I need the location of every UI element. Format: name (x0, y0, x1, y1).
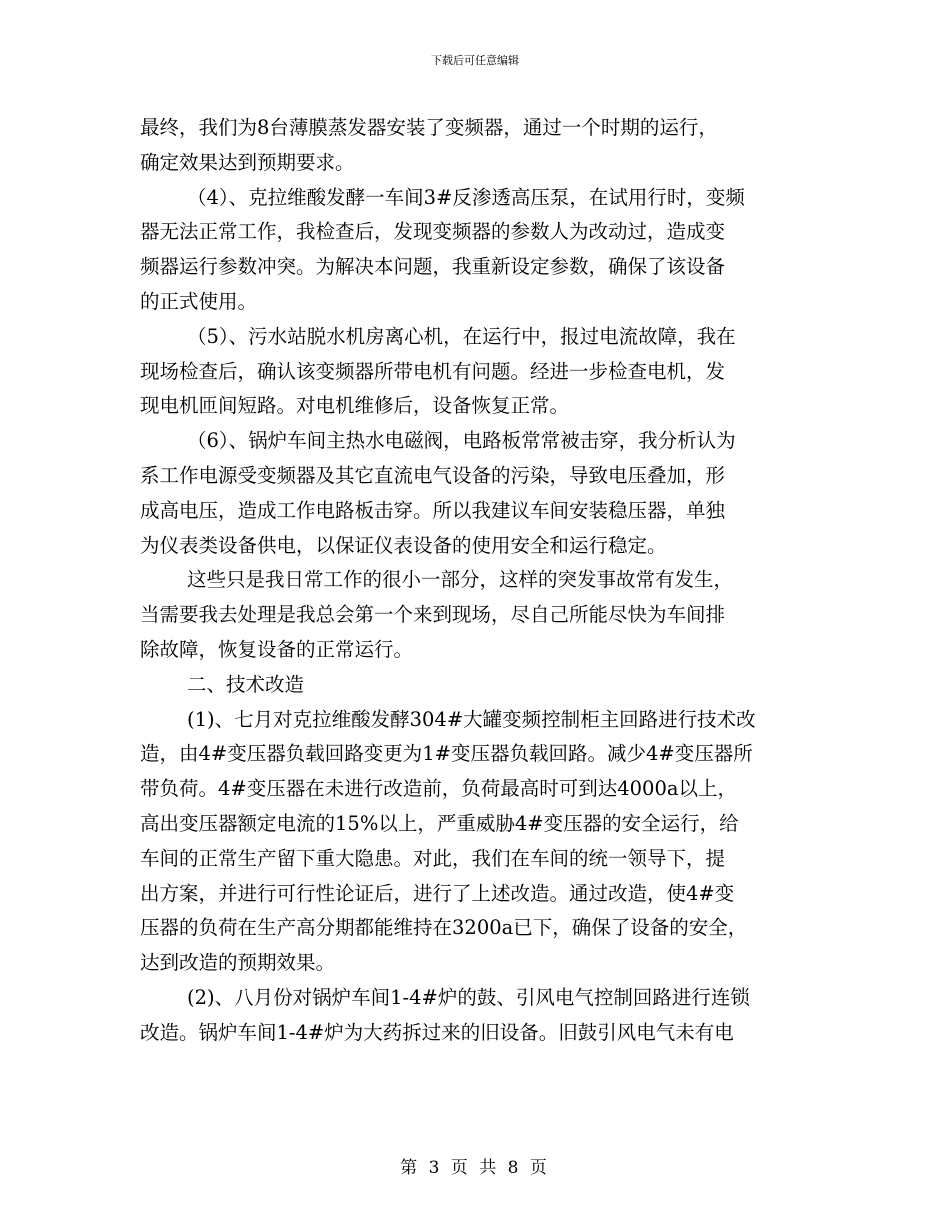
document-body (140, 111, 810, 1051)
text-line: (1)、七月对克拉维酸发酵304#大罐变频控制柜主回路进行技术改 (187, 707, 756, 731)
text-line: 系工作电源受变频器及其它直流电气设备的污染，导致电压叠加，形 (140, 463, 726, 487)
page-footer: 第 3 页 共 8 页 (400, 1158, 550, 1178)
text-line: 达到改造的预期效果。 (140, 951, 336, 975)
text-line: （6）、锅炉车间主热水电磁阀，电路板常常被击穿，我分析认为 (187, 429, 736, 453)
text-line: 改造。锅炉车间1-4#炉为大药拆过来的旧设备。旧鼓引风电气未有电 (140, 1020, 734, 1044)
text-line: 当需要我去处理是我总会第一个来到现场，尽自己所能尽快为车间排 (140, 603, 726, 627)
text-line: 出方案，并进行可行性论证后，进行了上述改造。通过改造，使4#变 (140, 881, 735, 905)
text-line: 成高电压，造成工作电路板击穿。所以我建议车间安装稳压器，单独 (140, 498, 726, 522)
text-line: （4）、克拉维酸发酵一车间3#反渗透高压泵，在试用行时，变频 (187, 185, 745, 209)
text-line: (2)、八月份对锅炉车间1-4#炉的鼓、引风电气控制回路进行连锁 (187, 985, 750, 1009)
text-line: 这些只是我日常工作的很小一部分，这样的突发事故常有发生， (187, 568, 734, 592)
text-line: 确定效果达到预期要求。 (140, 150, 355, 174)
text-line: 车间的正常生产留下重大隐患。对此，我们在车间的统一领导下，提 (140, 846, 726, 870)
text-line: 为仪表类设备供电，以保证仪表设备的使用安全和运行稳定。 (140, 533, 667, 557)
text-line: 器无法正常工作，我检查后，发现变频器的参数人为改动过，造成变 (140, 220, 726, 244)
page-header: 下载后可任意编辑 (431, 54, 519, 67)
text-line: （5）、污水站脱水机房离心机，在运行中，报过电流故障，我在 (187, 324, 736, 348)
text-line: 最终，我们为8台薄膜蒸发器安装了变频器，通过一个时期的运行， (140, 116, 718, 139)
text-line: 高出变压器额定电流的15%以上，严重威胁4#变压器的安全运行，给 (140, 811, 739, 835)
text-line: 现电机匝间短路。对电机维修后，设备恢复正常。 (140, 394, 570, 418)
text-line: 造，由4#变压器负载回路变更为1#变压器负载回路。减少4#变压器所 (140, 742, 753, 766)
text-line: 现场检查后，确认该变频器所带电机有问题。经进一步检查电机，发 (140, 359, 726, 383)
text-line: 压器的负荷在生产高分期都能维持在3200a已下，确保了设备的安全， (140, 916, 748, 940)
text-line: 频器运行参数冲突。为解决本问题，我重新设定参数，确保了该设备 (140, 255, 726, 279)
text-line: 带负荷。4#变压器在未进行改造前，负荷最高时可到达4000a以上， (140, 777, 737, 801)
text-line: 除故障，恢复设备的正常运行。 (140, 637, 414, 661)
text-line: 的正式使用。 (140, 289, 258, 313)
text-line: 二、技术改造 (187, 672, 305, 696)
